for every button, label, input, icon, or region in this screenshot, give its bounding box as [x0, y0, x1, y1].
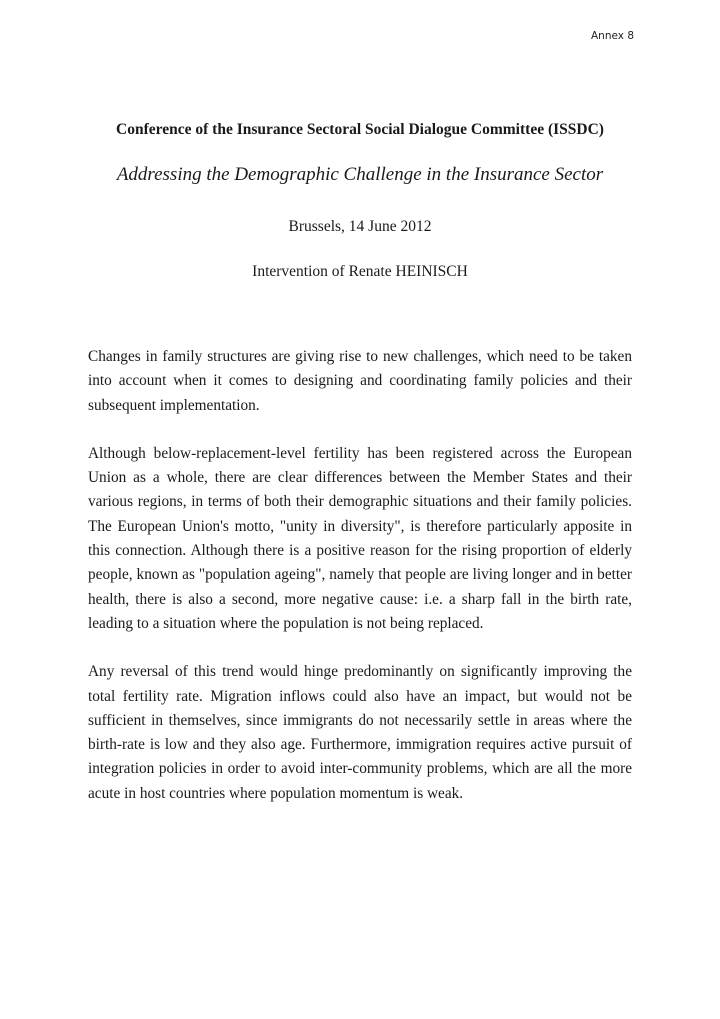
conference-title: Conference of the Insurance Sectoral Social Dialogue Committee (ISSDC) — [116, 121, 604, 138]
paragraph-1: Changes in family structures are giving rise to new challenges, which need to be taken into account when it comes to designing and coordinating family policies and their subsequent implementation. — [88, 348, 632, 414]
document-body — [88, 345, 632, 830]
paragraph-2: Although below-replacement-level fertility has been registered across the European Union as a whole, there are clear differences between the Member States and their various regions, in terms of both their demographic situations and their family policies. The European Union's motto, "unity in diversity", is therefore particularly apposite in this connection. Although there is a positive reason for the rising proportion of elderly people, known as "population ageing", namely that people are living longer and in better health, there is also a second, more negative cause: i.e. a sharp fall in the birth rate, leading to a situation where the population is not being replaced. — [88, 444, 632, 632]
document-subtitle: Addressing the Demographic Challenge in the Insurance Sector — [116, 164, 604, 185]
intervention-line: Intervention of Renate HEINISCH — [252, 263, 468, 280]
paragraph-3: Any reversal of this trend would hinge predominantly on significantly improving the total fertility rate. Migration inflows could also have an impact, but would not be sufficient in themselves, since immigrants do not necessarily settle in areas where the birth-rate is low and they also age. Furthermore, immigration requires active pursuit of integration policies in order to avoid inter-community problems, which are all the more acute in host countries where population momentum is weak. — [88, 663, 632, 802]
annex-label: Annex 8 — [591, 30, 634, 42]
place-date: Brussels, 14 June 2012 — [288, 218, 432, 235]
